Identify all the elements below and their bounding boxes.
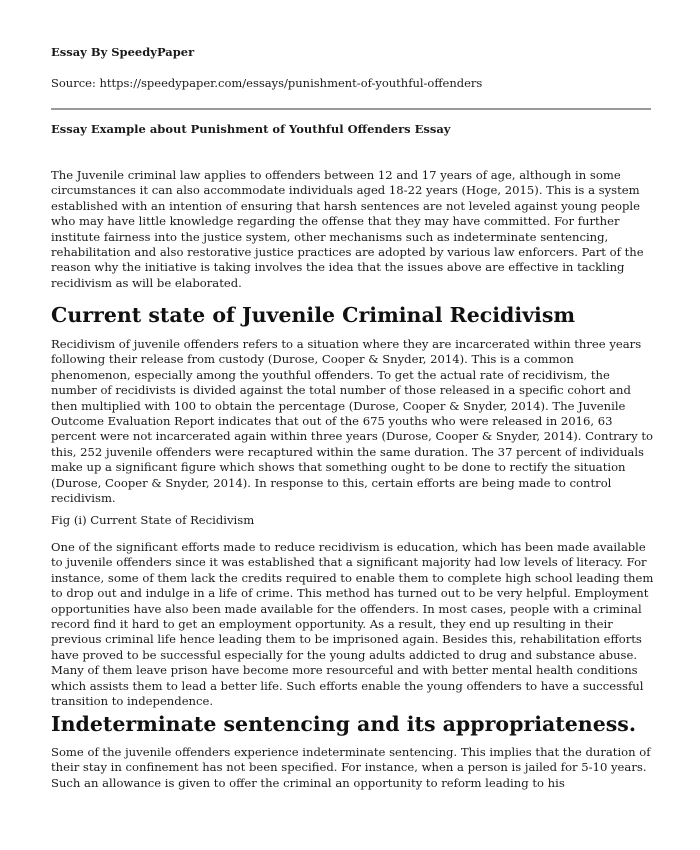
figure-caption: Fig (i) Current State of Recidivism xyxy=(51,513,255,527)
recidivism-paragraph: Recidivism of juvenile offenders refers to a situation where they are incarcerated within three years following their release from custody (Durose, Cooper & Snyder, 2014). This is a common phenomenon, especially among the youthful offenders. To get the actual rate of recidivism, the number of recidivists is divided against the total number of those released in a specific cohort and then multiplied with 100 to obtain the percentage (Durose, Cooper & Snyder, 2014). The Juvenile Outcome Evaluation Report indicates that out of the 675 youths who were released in 2016, 63 percent were not incarcerated again within three years (Durose, Cooper & Snyder, 2014). Contrary to this, 252 juvenile offenders were recaptured within the same duration. The 37 percent of individuals make up a significant figure which shows that something ought to be done to rectify the situation (Durose, Cooper & Snyder, 2014). In response to this, certain efforts are being made to control recidivism. xyxy=(51,337,653,506)
header-divider xyxy=(51,108,651,110)
brand-label: Essay By SpeedyPaper xyxy=(51,45,195,59)
document-title: Essay Example about Punishment of Youthful Offenders Essay xyxy=(51,122,451,136)
section-heading-recidivism: Current state of Juvenile Criminal Recidivism xyxy=(51,303,576,327)
section-heading-sentencing: Indeterminate sentencing and its appropriateness. xyxy=(51,712,636,736)
sentencing-paragraph: Some of the juvenile offenders experience indeterminate sentencing. This implies that the duration of their stay in confinement has not been specified. For instance, when a person is jailed for 5-10 years. Such an allowance is given to offer the criminal an opportunity to reform leading to his xyxy=(51,745,651,790)
efforts-paragraph: One of the significant efforts made to reduce recidivism is education, which has been made available to juvenile offenders since it was established that a significant majority had low levels of literacy. For instance, some of them lack the credits required to enable them to complete high school leading them to drop out and indulge in a life of crime. This method has turned out to be very helpful. Employment opportunities have also been made available for the offenders. In most cases, people with a criminal record find it hard to get an employment opportunity. As a result, they end up resulting in their previous criminal life hence leading them to be imprisoned again. Besides this, rehabilitation efforts have proved to be successful especially for the young adults addicted to drug and substance abuse. Many of them leave prison have become more resourceful and with better mental health conditions which assists them to lead a better life. Such efforts enable the young offenders to have a successful transition to independence. xyxy=(51,540,654,709)
intro-paragraph: The Juvenile criminal law applies to offenders between 12 and 17 years of age, although in some circumstances it can also accommodate individuals aged 18-22 years (Hoge, 2015). This is a system established with an intention of ensuring that harsh sentences are not leveled against young people who may have little knowledge regarding the offense that they may have committed. For further institute fairness into the justice system, other mechanisms such as indeterminate sentencing, rehabilitation and also restorative justice practices are adopted by various law enforcers. Part of the reason why the initiative is taking involves the idea that the issues above are effective in tackling recidivism as will be elaborated. xyxy=(51,168,644,290)
source-line: Source: https://speedypaper.com/essays/punishment-of-youthful-offenders xyxy=(51,76,483,90)
